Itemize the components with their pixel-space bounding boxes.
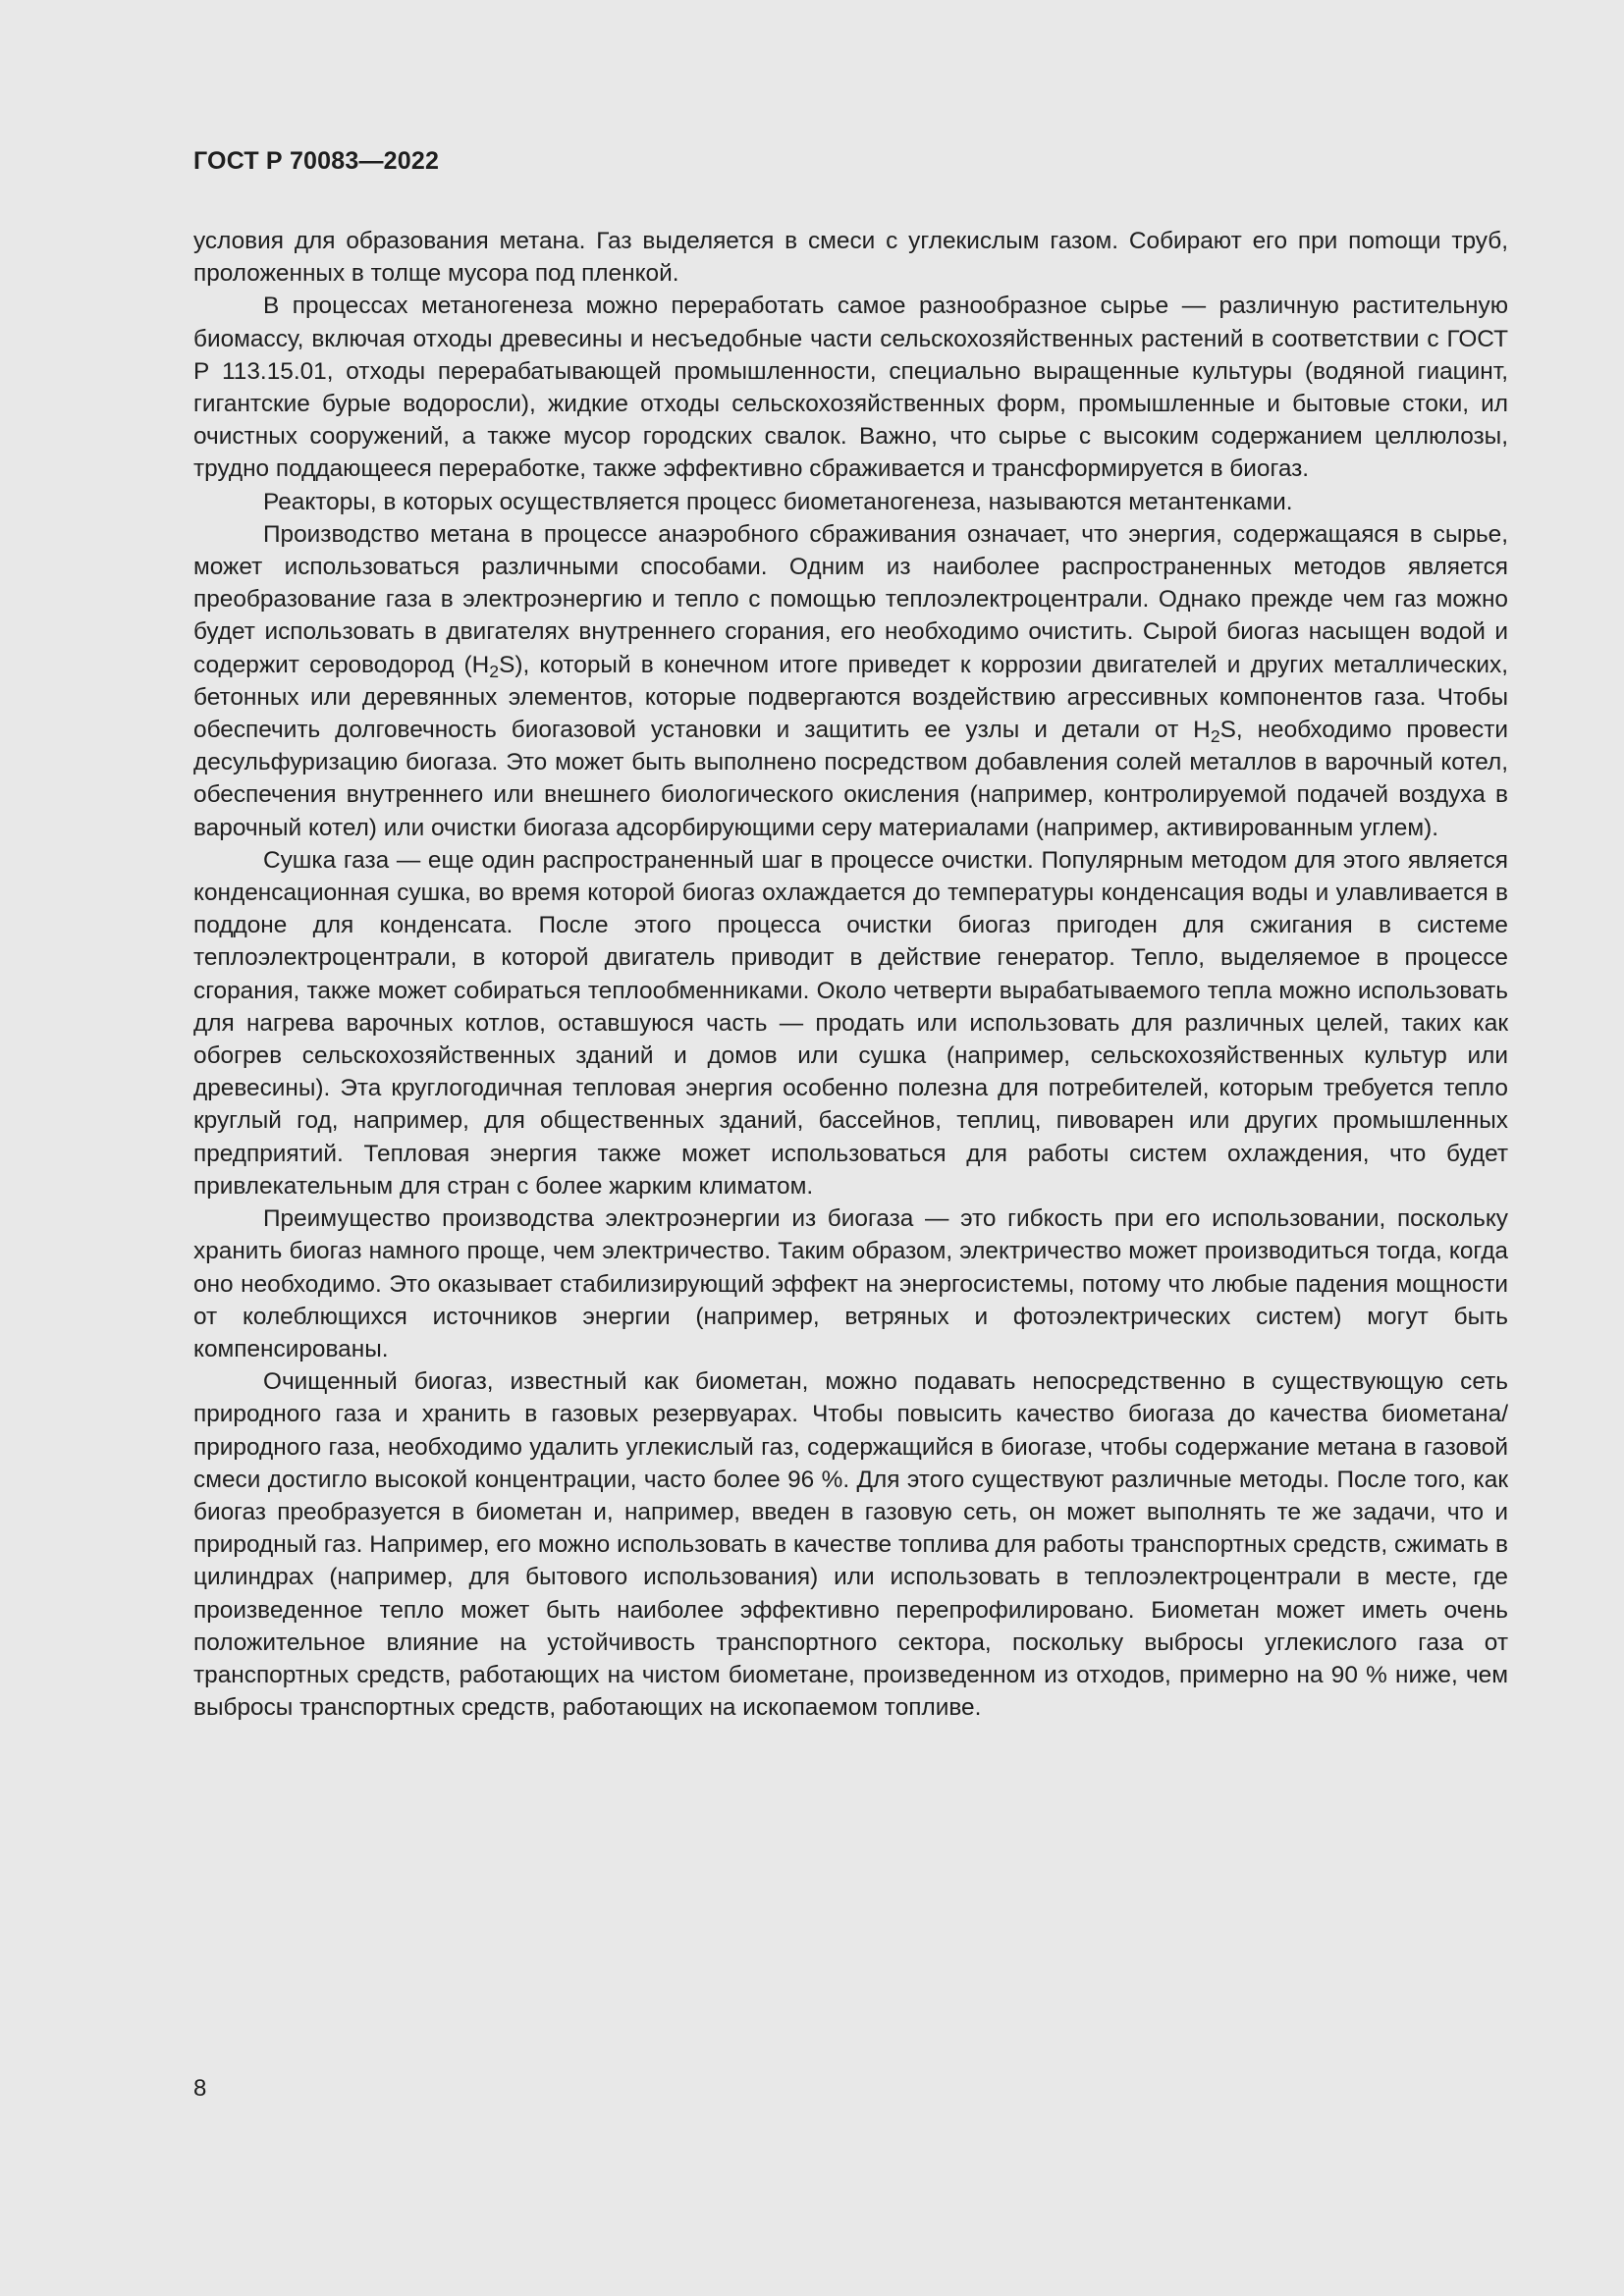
text-segment: Производство метана в процессе анаэробного сбраживания означает, что энергия, содержащаяся в сырье, может использоваться различными способами. Одним из наиболее распространенных методов является преобразование газа в электроэнергию и тепло с помощью теплоэлектроцентрали. Однако прежде чем газ можно будет использовать в двигателях внутреннего сгорания, его необходимо очистить. Сырой биогаз насыщен водой и содержит сероводород (H xyxy=(193,520,1508,678)
paragraph-reactors: Реакторы, в которых осуществляется процесс биометаногенеза, называются метантенками. xyxy=(263,488,1293,515)
paragraph-biomethane: Очищенный биогаз, известный как биометан, можно подавать непосредственно в существующую сеть природного газа и хранить в газовых резервуарах. Чтобы повысить качество биогаза до качества биометана/природного газа, необходимо удалить углекислый газ, содержащийся в биогазе, чтобы содержание метана в газовой смеси достигло высокой концентрации, часто более 96 %. Для этого существуют различные методы. После того, как биогаз преобразуется в биометан и, например, введен в газовую сеть, он может выполнять те же задачи, что и природный газ. Например, его можно использовать в качестве топлива для работы транспортных средств, сжимать в цилиндрах (например, для бытового использования) или использовать в теплоэлектроцентрали в месте, где произведенное тепло может быть наиболее эффективно перепрофилировано. Биометан может иметь очень положительное влияние на устойчивость транспортного сектора, поскольку выбросы углекислого газа от транспортных средств, работающих на чистом биометане, произведенном из отходов, примерно на 90 % ниже, чем выбросы транспортных средств, работающих на ископаемом топливе. xyxy=(193,1368,1508,1722)
document-header-title: ГОСТ Р 70083—2022 xyxy=(193,147,440,175)
page-number: 8 xyxy=(193,2075,207,2102)
text-segment: S), который в конечном итоге приведет к коррозии двигателей и других металлических, бетонных или деревянных элементов, которые подвергаются воздействию агрессивных компонентов газа. Чтобы обеспечить долговечность биогазовой установки и защитить ее узлы и детали от H xyxy=(193,651,1508,744)
paragraph-methanogenesis-feedstock: В процессах метаногенеза можно переработать самое разнообразное сырье — различную растительную биомассу, включая отходы древесины и несъедобные части сельскохозяйственных растений в соответствии с ГОСТ Р 113.15.01, отходы перерабатывающей промышленности, специально выращенные культуры (водяной гиацинт, гигантские бурые водоросли), жидкие отходы сельскохозяйственных форм, промышленные и бытовые стоки, ил очистных сооружений, а также мусор городских свалок. Важно, что сырье с высоким содержанием целлюлозы, трудно поддающееся переработке, также эффективно сбраживается и трансформируется в биогаз. xyxy=(193,293,1508,483)
document-body xyxy=(193,225,1508,1724)
paragraph-continuation: условия для образования метана. Газ выделяется в смеси с углекислым газом. Собирают его при поmощи труб, проложенных в толще мусора под пленкой. xyxy=(193,228,1508,288)
paragraph-methane-production xyxy=(193,518,1508,844)
paragraph-gas-drying: Сушка газа — еще один распространенный шаг в процессе очистки. Популярным методом для этого является конденсационная сушка, во время которой биогаз охлаждается до температуры конденсация воды и улавливается в поддоне для конденсата. После этого процесса очистки биогаз пригоден для сжигания в системе теплоэлектроцентрали, в которой двигатель приводит в действие генератор. Тепло, выделяемое в процессе сгорания, также может собираться теплообменниками. Около четверти вырабатываемого тепла можно использовать для нагрева варочных котлов, оставшуюся часть — продать или использовать для различных целей, таких как обогрев сельскохозяйственных зданий и домов или сушка (например, сельскохозяйственных культур или древесины). Эта круглогодичная тепловая энергия особенно полезна для потребителей, которым требуется тепло круглый год, например, для общественных зданий, бассейнов, теплиц, пивоварен или других промышленных предприятий. Тепловая энергия также может использоваться для работы систем охлаждения, что будет привлекательным для стран с более жарким климатом. xyxy=(193,846,1508,1200)
paragraph-electricity-advantage: Преимущество производства электроэнергии из биогаза — это гибкость при его использовании, поскольку хранить биогаз намного проще, чем электричество. Таким образом, электричество может производиться тогда, когда оно необходимо. Это оказывает стабилизирующий эффект на энергосистемы, потому что любые падения мощности от колеблющихся источников энергии (например, ветряных и фотоэлектрических систем) могут быть компенсированы. xyxy=(193,1205,1508,1362)
subscript: 2 xyxy=(1210,725,1220,746)
subscript: 2 xyxy=(489,661,500,681)
text-segment: S, необходимо провести десульфуризацию биогаза. Это может быть выполнено посредством добавления солей металлов в варочный котел, обеспечения внутреннего или внешнего биологического окисления (например, контролируемой подачей воздуха в варочный котел) или очистки биогаза адсорбирующими серу материалами (например, активированным углем). xyxy=(193,717,1508,841)
